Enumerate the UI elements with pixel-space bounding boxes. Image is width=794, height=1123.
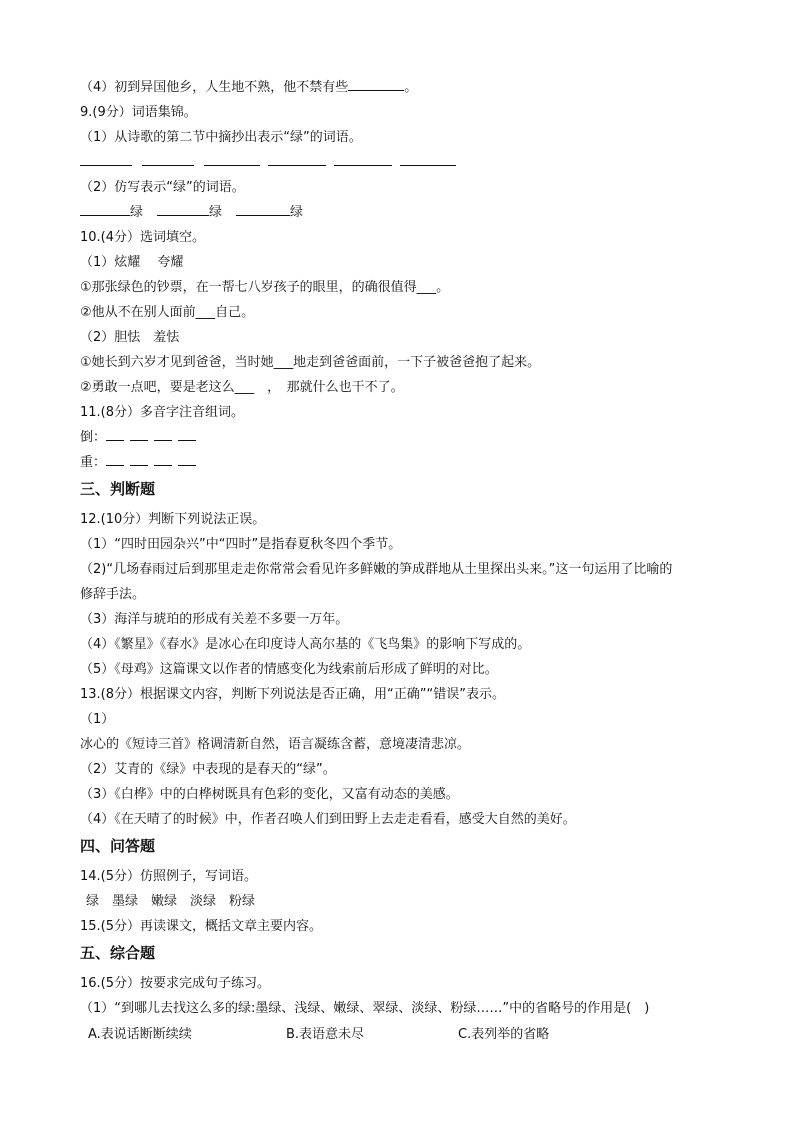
answer-blank[interactable]: [154, 428, 172, 441]
q16-header: 16.(5分）按要求完成句子练习。: [80, 976, 271, 991]
q10-sentence-2: ②他从不在别人面前___自己。: [80, 305, 255, 320]
answer-blank[interactable]: [106, 453, 124, 466]
answer-blank[interactable]: [236, 203, 290, 216]
q12-statement-1: （1）“四时田园杂兴”中“四时”是指春夏秋冬四个季节。: [80, 537, 402, 552]
q8-part4-text: （4）初到异国他乡，人生地不熟，他不禁有些: [80, 80, 349, 95]
green-char: 绿: [209, 205, 223, 220]
q10-part1-words: （1）炫耀 夸耀: [80, 255, 184, 270]
q11-dao-label: 倒：: [80, 430, 107, 445]
answer-blank[interactable]: [157, 203, 209, 216]
q16-option-c[interactable]: C.表列举的省略: [458, 1027, 550, 1042]
q16-option-b[interactable]: B.表语意未尽: [286, 1027, 365, 1042]
q9-part2: （2）仿写表示“绿”的词语。: [80, 180, 245, 195]
q13-statement-3: （3）《白桦》中的白桦树既具有色彩的变化，又富有动态的美感。: [80, 787, 459, 802]
q13-header: 13.(8分）根据课文内容，判断下列说法是否正确，用“正确”“错误”表示。: [80, 687, 505, 702]
answer-blank[interactable]: [130, 428, 148, 441]
q14-example: 绿 墨绿 嫩绿 淡绿 粉绿: [86, 894, 256, 909]
q12-header: 12.(10分）判断下列说法正误。: [80, 512, 266, 527]
q13-statement-2: （2）艾青的《绿》中表现的是春天的“绿”。: [80, 762, 336, 777]
answer-blank[interactable]: [178, 428, 196, 441]
q16-option-a[interactable]: A.表说话断断续续: [88, 1027, 192, 1042]
q13-statement-4: （4）《在天晴了的时候》中，作者召唤人们到田野上去走走看看，感受大自然的美好。: [80, 812, 576, 827]
q12-statement-2-cont: 修辞手法。: [80, 587, 146, 602]
answer-blank[interactable]: [106, 428, 124, 441]
q11-zhong-row: [80, 453, 196, 473]
q9-header: 9.(9分）词语集锦。: [80, 105, 197, 120]
q10-sentence-3: ①她长到六岁才见到爸爸，当时她___地走到爸爸面前，一下子被爸爸抱了起来。: [80, 355, 541, 370]
answer-blank[interactable]: [142, 153, 194, 166]
answer-blank[interactable]: [204, 153, 260, 166]
answer-blank[interactable]: [154, 453, 172, 466]
answer-blank[interactable]: [130, 453, 148, 466]
q13-number-1: （1）: [80, 712, 115, 727]
q10-sentence-4: ②勇敢一点吧，要是老这么___ ， 那就什么也干不了。: [80, 380, 404, 395]
q11-dao-row: [80, 428, 196, 448]
q16-sentence-1: （1）“到哪儿去找这么多的绿:墨绿、浅绿、嫩绿、翠绿、淡绿、粉绿……”中的省略号的作用是( ): [80, 1001, 650, 1016]
q8-part4: [80, 78, 417, 98]
answer-blank[interactable]: [268, 153, 326, 166]
answer-blank[interactable]: [80, 153, 132, 166]
q9-part1: （1）从诗歌的第二节中摘抄出表示“绿”的词语。: [80, 130, 362, 145]
section-heading-qa: 四、问答题: [80, 837, 156, 855]
q9-blanks-row: [80, 153, 456, 173]
answer-blank[interactable]: [80, 203, 130, 216]
q9-imitate-row: [80, 203, 303, 223]
q10-header: 10.(4分）选词填空。: [80, 230, 206, 245]
q12-statement-5: （5）《母鸡》这篇课文以作者的情感变化为线索前后形成了鲜明的对比。: [80, 662, 498, 677]
q12-statement-4: （4）《繁星》《春水》是冰心在印度诗人高尔基的《飞鸟集》的影响下写成的。: [80, 637, 531, 652]
q12-statement-2: （2)“几场春雨过后到那里走走你常常会看见许多鲜嫩的笋成群地从土里探出头来。”这一句运用了比喻的: [80, 562, 673, 577]
q13-statement-1: 冰心的《短诗三首》格调清新自然，语言凝练含蓄，意境凄清悲凉。: [80, 737, 471, 752]
q12-statement-3: （3）海洋与琥珀的形成有关差不多要一万年。: [80, 612, 349, 627]
answer-blank[interactable]: [334, 153, 392, 166]
answer-blank[interactable]: [348, 78, 404, 91]
q10-sentence-1: ①那张绿色的钞票，在一帮七八岁孩子的眼里，的确很值得___。: [80, 280, 450, 295]
answer-blank[interactable]: [400, 153, 456, 166]
q11-header: 11.(8分）多音字注音组词。: [80, 405, 245, 420]
q8-part4-end: 。: [404, 80, 418, 95]
green-char: 绿: [130, 205, 144, 220]
q14-header: 14.(5分）仿照例子，写词语。: [80, 869, 258, 884]
q11-zhong-label: 重：: [80, 455, 107, 470]
section-heading-judgement: 三、判断题: [80, 480, 156, 498]
section-heading-comprehensive: 五、综合题: [80, 944, 156, 962]
q10-part2-words: （2）胆怯 羞怯: [80, 330, 180, 345]
answer-blank[interactable]: [178, 453, 196, 466]
q15-header: 15.(5分）再读课文，概括文章主要内容。: [80, 919, 323, 934]
green-char: 绿: [290, 205, 304, 220]
